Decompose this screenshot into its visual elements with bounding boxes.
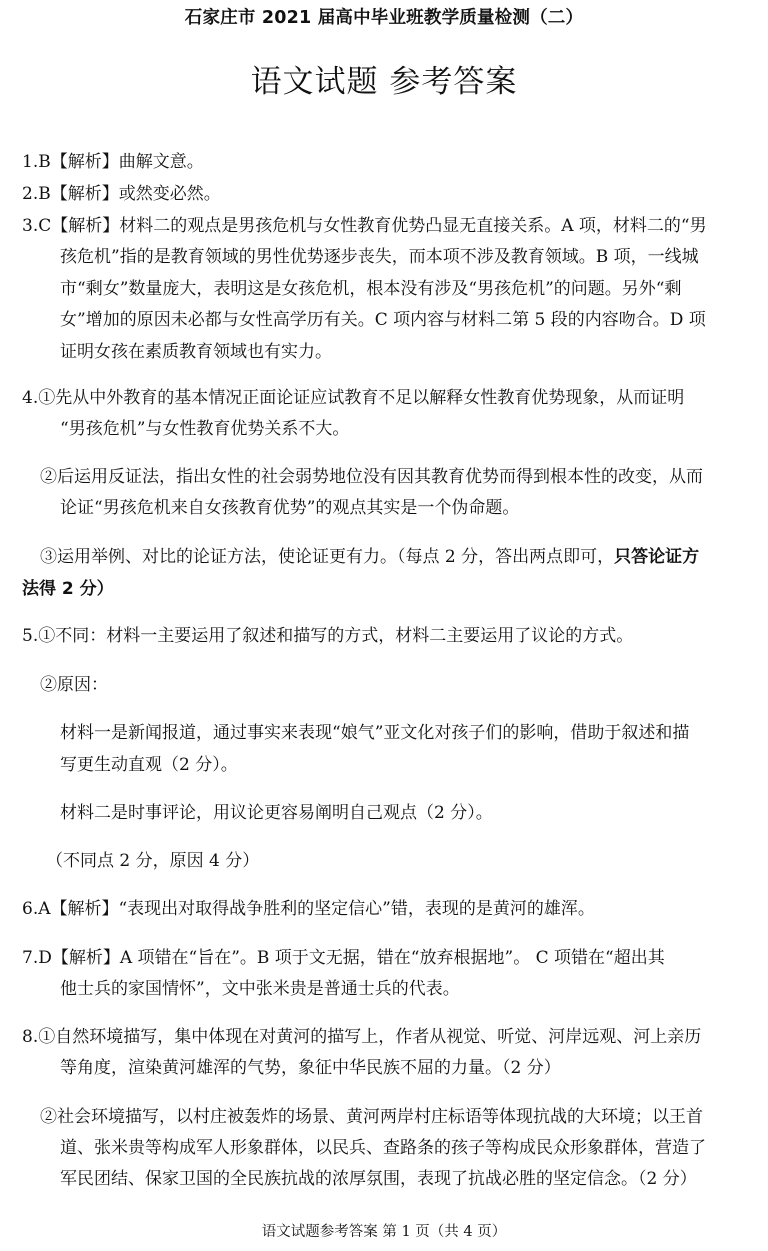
answer-q4-p2-line-2: 论证“男孩危机来自女孩教育优势”的观点其实是一个伪命题。: [60, 498, 520, 518]
answer-q3-line-4: 女”增加的原因未必都与女性高学历有关。C 项内容与材料二第 5 段的内容吻合。D 项: [60, 310, 706, 330]
answer-q3-line-3: 市“剩女”数量庞大，表明这是女孩危机，根本没有涉及“男孩危机”的问题。另外“剩: [60, 279, 682, 299]
answer-q5-material1-line-1: 材料一是新闻报道，通过事实来表现“娘气”亚文化对孩子们的影响，借助于叙述和描: [60, 723, 690, 743]
answer-q3-line-5: 证明女孩在素质教育领域也有实力。: [60, 342, 332, 362]
answer-q5-material2: 材料二是时事评论，用议论更容易阐明自己观点（2 分）。: [60, 803, 493, 823]
page-footer: 语文试题参考答案 第 1 页（共 4 页）: [261, 1224, 507, 1240]
answer-q4-p3-text: ③运用举例、对比的论证方法，使论证更有力。（每点 2 分，答出两点即可，: [40, 547, 615, 567]
answer-q5-score-note: （不同点 2 分，原因 4 分）: [46, 851, 260, 871]
answer-q4-p1-line-2: “男孩危机”与女性教育优势关系不大。: [60, 419, 350, 439]
answer-q3-line-1: 3.C【解析】材料二的观点是男孩危机与女性教育优势凸显无直接关系。A 项，材料二的“男: [22, 216, 707, 236]
answer-q8-p1-line-2: 等角度，渲染黄河雄浑的气势，象征中华民族不屈的力量。（2 分）: [60, 1058, 561, 1078]
answer-q7-line-1: 7.D【解析】A 项错在“旨在”。B 项于文无据，错在“放弃根据地”。 C 项错在“超出其: [22, 948, 665, 968]
answer-q5-difference: 5.①不同：材料一主要运用了叙述和描写的方式，材料二主要运用了议论的方式。: [22, 626, 634, 646]
answer-q2: 2.B【解析】或然变必然。: [22, 184, 221, 204]
answer-q4-p3-line-1: [40, 544, 699, 570]
answer-q5-reason-label: ②原因：: [40, 675, 108, 695]
answer-q7-line-2: 他士兵的家国情怀”，文中张米贵是普通士兵的代表。: [60, 979, 460, 999]
answer-q4-p1-line-1: 4.①先从中外教育的基本情况正面论证应试教育不足以解释女性教育优势现象，从而证明: [22, 388, 685, 408]
answer-q4-p3-line-2: 法得 2 分）: [22, 579, 114, 599]
answer-q8-p2-line-1: ②社会环境描写，以村庄被轰炸的场景、黄河两岸村庄标语等体现抗战的大环境；以王首: [40, 1107, 703, 1127]
answer-q6: 6.A【解析】“表现出对取得战争胜利的坚定信心”错，表现的是黄河的雄浑。: [22, 899, 595, 919]
answer-q8-p2-line-2: 道、张米贵等构成军人形象群体，以民兵、查路条的孩子等构成民众形象群体，营造了: [60, 1138, 706, 1158]
answer-q1: 1.B【解析】曲解文意。: [22, 152, 204, 172]
document-title: 语文试题 参考答案: [250, 64, 518, 100]
answer-q4-p3-emphasis: 只答论证方: [614, 547, 700, 567]
exam-title: 石家庄市 2021 届高中毕业班教学质量检测（二）: [184, 8, 584, 28]
answer-q8-p2-line-3: 军民团结、保家卫国的全民族抗战的浓厚氛围，表现了抗战必胜的坚定信念。（2 分）: [60, 1169, 697, 1189]
answer-q4-p2-line-1: ②后运用反证法，指出女性的社会弱势地位没有因其教育优势而得到根本性的改变，从而: [40, 467, 703, 487]
answer-q8-p1-line-1: 8.①自然环境描写，集中体现在对黄河的描写上，作者从视觉、听觉、河岸远观、河上亲历: [22, 1027, 702, 1047]
answer-q3-line-2: 孩危机”指的是教育领域的男性优势逐步丧失，而本项不涉及教育领域。B 项，一线城: [60, 247, 699, 267]
answer-q5-material1-line-2: 写更生动直观（2 分）。: [60, 755, 238, 775]
